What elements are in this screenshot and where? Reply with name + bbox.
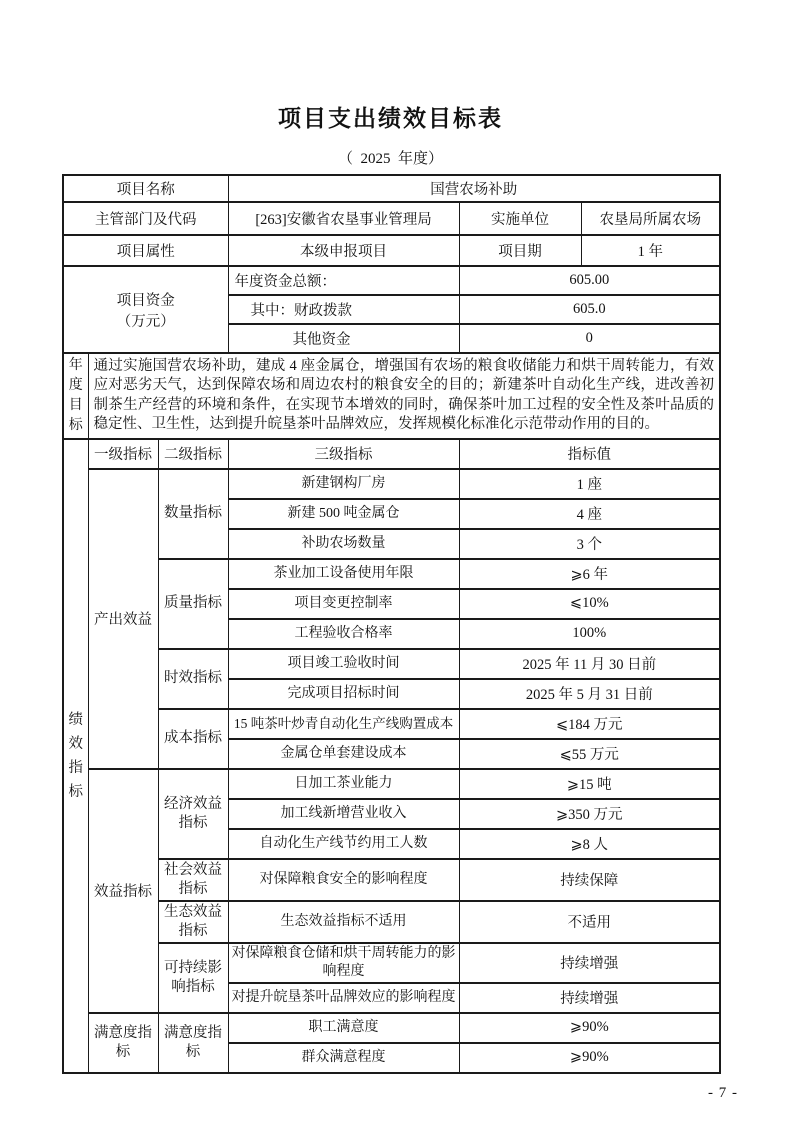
table-row <box>63 559 720 589</box>
table-row <box>63 353 720 439</box>
header-level3: 三级指标 <box>228 439 459 469</box>
level2-timeliness: 时效指标 <box>158 649 228 709</box>
indicator-value: 100% <box>459 619 720 649</box>
table-row <box>63 649 720 679</box>
indicator-name: 日加工茶业能力 <box>228 769 459 799</box>
indicator-name: 金属仓单套建设成本 <box>228 739 459 769</box>
level2-cost: 成本指标 <box>158 709 228 769</box>
table-row <box>63 202 720 235</box>
indicator-name: 新建 500 吨金属仓 <box>228 499 459 529</box>
period-label: 项目期 <box>459 235 581 266</box>
indicator-name: 新建钢构厂房 <box>228 469 459 499</box>
level1-output-benefit: 产出效益 <box>88 469 158 769</box>
performance-side-label <box>63 439 88 1073</box>
table-row <box>63 469 720 499</box>
table-row <box>63 859 720 901</box>
performance-target-table <box>62 174 721 1074</box>
page-number: - 7 - <box>708 1084 738 1101</box>
indicator-value: ⩽10% <box>459 589 720 619</box>
project-name-value: 国营农场补助 <box>228 175 720 202</box>
funds-label <box>63 266 228 353</box>
indicator-name: 对保障粮食安全的影响程度 <box>228 859 459 901</box>
table-row <box>63 439 720 469</box>
indicator-name: 补助农场数量 <box>228 529 459 559</box>
header-level1: 一级指标 <box>88 439 158 469</box>
indicator-name: 项目变更控制率 <box>228 589 459 619</box>
table-row <box>63 943 720 983</box>
funds-total-value: 605.00 <box>459 266 720 295</box>
table-row <box>63 266 720 295</box>
indicator-value: ⩾6 年 <box>459 559 720 589</box>
impl-unit-label: 实施单位 <box>459 202 581 235</box>
indicator-value: ⩽184 万元 <box>459 709 720 739</box>
indicator-name: 15 吨茶叶炒青自动化生产线购置成本 <box>228 709 459 739</box>
indicator-value: 不适用 <box>459 901 720 943</box>
page-subtitle: （ 2025 年度） <box>337 151 443 167</box>
indicator-name: 职工满意度 <box>228 1013 459 1043</box>
page-title: 项目支出绩效目标表 <box>278 106 503 131</box>
table-row <box>63 175 720 202</box>
indicator-value: ⩾8 人 <box>459 829 720 859</box>
table-row <box>63 769 720 799</box>
indicator-name: 对提升皖垦茶叶品牌效应的影响程度 <box>228 983 459 1013</box>
indicator-value: ⩾90% <box>459 1013 720 1043</box>
annual-goal-label-line: 目标 <box>68 397 83 433</box>
funds-label-line1: 项目资金 <box>116 292 175 309</box>
level2-economic: 经济效益指标 <box>158 769 228 859</box>
indicator-value: ⩽55 万元 <box>459 739 720 769</box>
department-value: [263]安徽省农垦事业管理局 <box>228 202 459 235</box>
funds-fiscal-label: 其中：财政拨款 <box>228 295 459 324</box>
indicator-name: 生态效益指标不适用 <box>228 901 459 943</box>
side-label-char: 绩 <box>68 711 83 728</box>
project-name-label: 项目名称 <box>63 175 228 202</box>
header-value: 指标值 <box>459 439 720 469</box>
table-row <box>63 1013 720 1043</box>
indicator-value: 3 个 <box>459 529 720 559</box>
level2-satisfaction: 满意度指标 <box>158 1013 228 1073</box>
header-level2: 二级指标 <box>158 439 228 469</box>
side-label-char: 指 <box>68 759 83 776</box>
annual-goal-text: 通过实施国营农场补助，建成 4 座金属仓，增强国有农场的粮食收储能力和烘干周转能力，有效应对恶劣天气，达到保障农场和周边农村的粮食安全的目的；新建茶叶自动化生产线，进改善初制茶生产经营的环境和条件，在实现节本增效的同时，确保茶叶加工过程的安全性及茶叶品质的稳定性、卫生性，达到提升皖垦茶叶品牌效应，发挥规模化标准化示范带动作用的目的。 <box>88 353 720 439</box>
funds-other-value: 0 <box>459 324 720 353</box>
attribute-value: 本级申报项目 <box>228 235 459 266</box>
indicator-value: ⩾15 吨 <box>459 769 720 799</box>
indicator-name: 自动化生产线节约用工人数 <box>228 829 459 859</box>
level2-sustainable: 可持续影响指标 <box>158 943 228 1013</box>
funds-label-line2: （万元） <box>116 313 175 330</box>
table-row <box>63 709 720 739</box>
indicator-value: 2025 年 5 月 31 日前 <box>459 679 720 709</box>
impl-unit-value: 农垦局所属农场 <box>581 202 720 235</box>
funds-fiscal-value: 605.0 <box>459 295 720 324</box>
attribute-label: 项目属性 <box>63 235 228 266</box>
indicator-value: 持续保障 <box>459 859 720 901</box>
indicator-name: 工程验收合格率 <box>228 619 459 649</box>
side-label-char: 效 <box>68 735 83 752</box>
table-row <box>63 901 720 943</box>
side-label-char: 标 <box>68 783 83 800</box>
indicator-value: 1 座 <box>459 469 720 499</box>
funds-total-label: 年度资金总额： <box>228 266 459 295</box>
indicator-value: ⩾90% <box>459 1043 720 1073</box>
indicator-value: 4 座 <box>459 499 720 529</box>
level2-ecological: 生态效益指标 <box>158 901 228 943</box>
period-value: 1 年 <box>581 235 720 266</box>
indicator-name: 加工线新增营业收入 <box>228 799 459 829</box>
indicator-value: 持续增强 <box>459 983 720 1013</box>
level1-satisfaction: 满意度指标 <box>88 1013 158 1073</box>
indicator-name: 茶业加工设备使用年限 <box>228 559 459 589</box>
indicator-value: 持续增强 <box>459 943 720 983</box>
level2-quantity: 数量指标 <box>158 469 228 559</box>
level1-benefit: 效益指标 <box>88 769 158 1013</box>
annual-goal-label <box>63 353 88 439</box>
indicator-name: 对保障粮食仓储和烘干周转能力的影响程度 <box>228 943 459 983</box>
table-row <box>63 235 720 266</box>
level2-quality: 质量指标 <box>158 559 228 649</box>
indicator-name: 完成项目招标时间 <box>228 679 459 709</box>
funds-other-label: 其他资金 <box>228 324 459 353</box>
annual-goal-label-line: 年度 <box>68 357 83 393</box>
indicator-name: 群众满意程度 <box>228 1043 459 1073</box>
indicator-value: 2025 年 11 月 30 日前 <box>459 649 720 679</box>
level2-social: 社会效益指标 <box>158 859 228 901</box>
department-label: 主管部门及代码 <box>63 202 228 235</box>
indicator-name: 项目竣工验收时间 <box>228 649 459 679</box>
indicator-value: ⩾350 万元 <box>459 799 720 829</box>
